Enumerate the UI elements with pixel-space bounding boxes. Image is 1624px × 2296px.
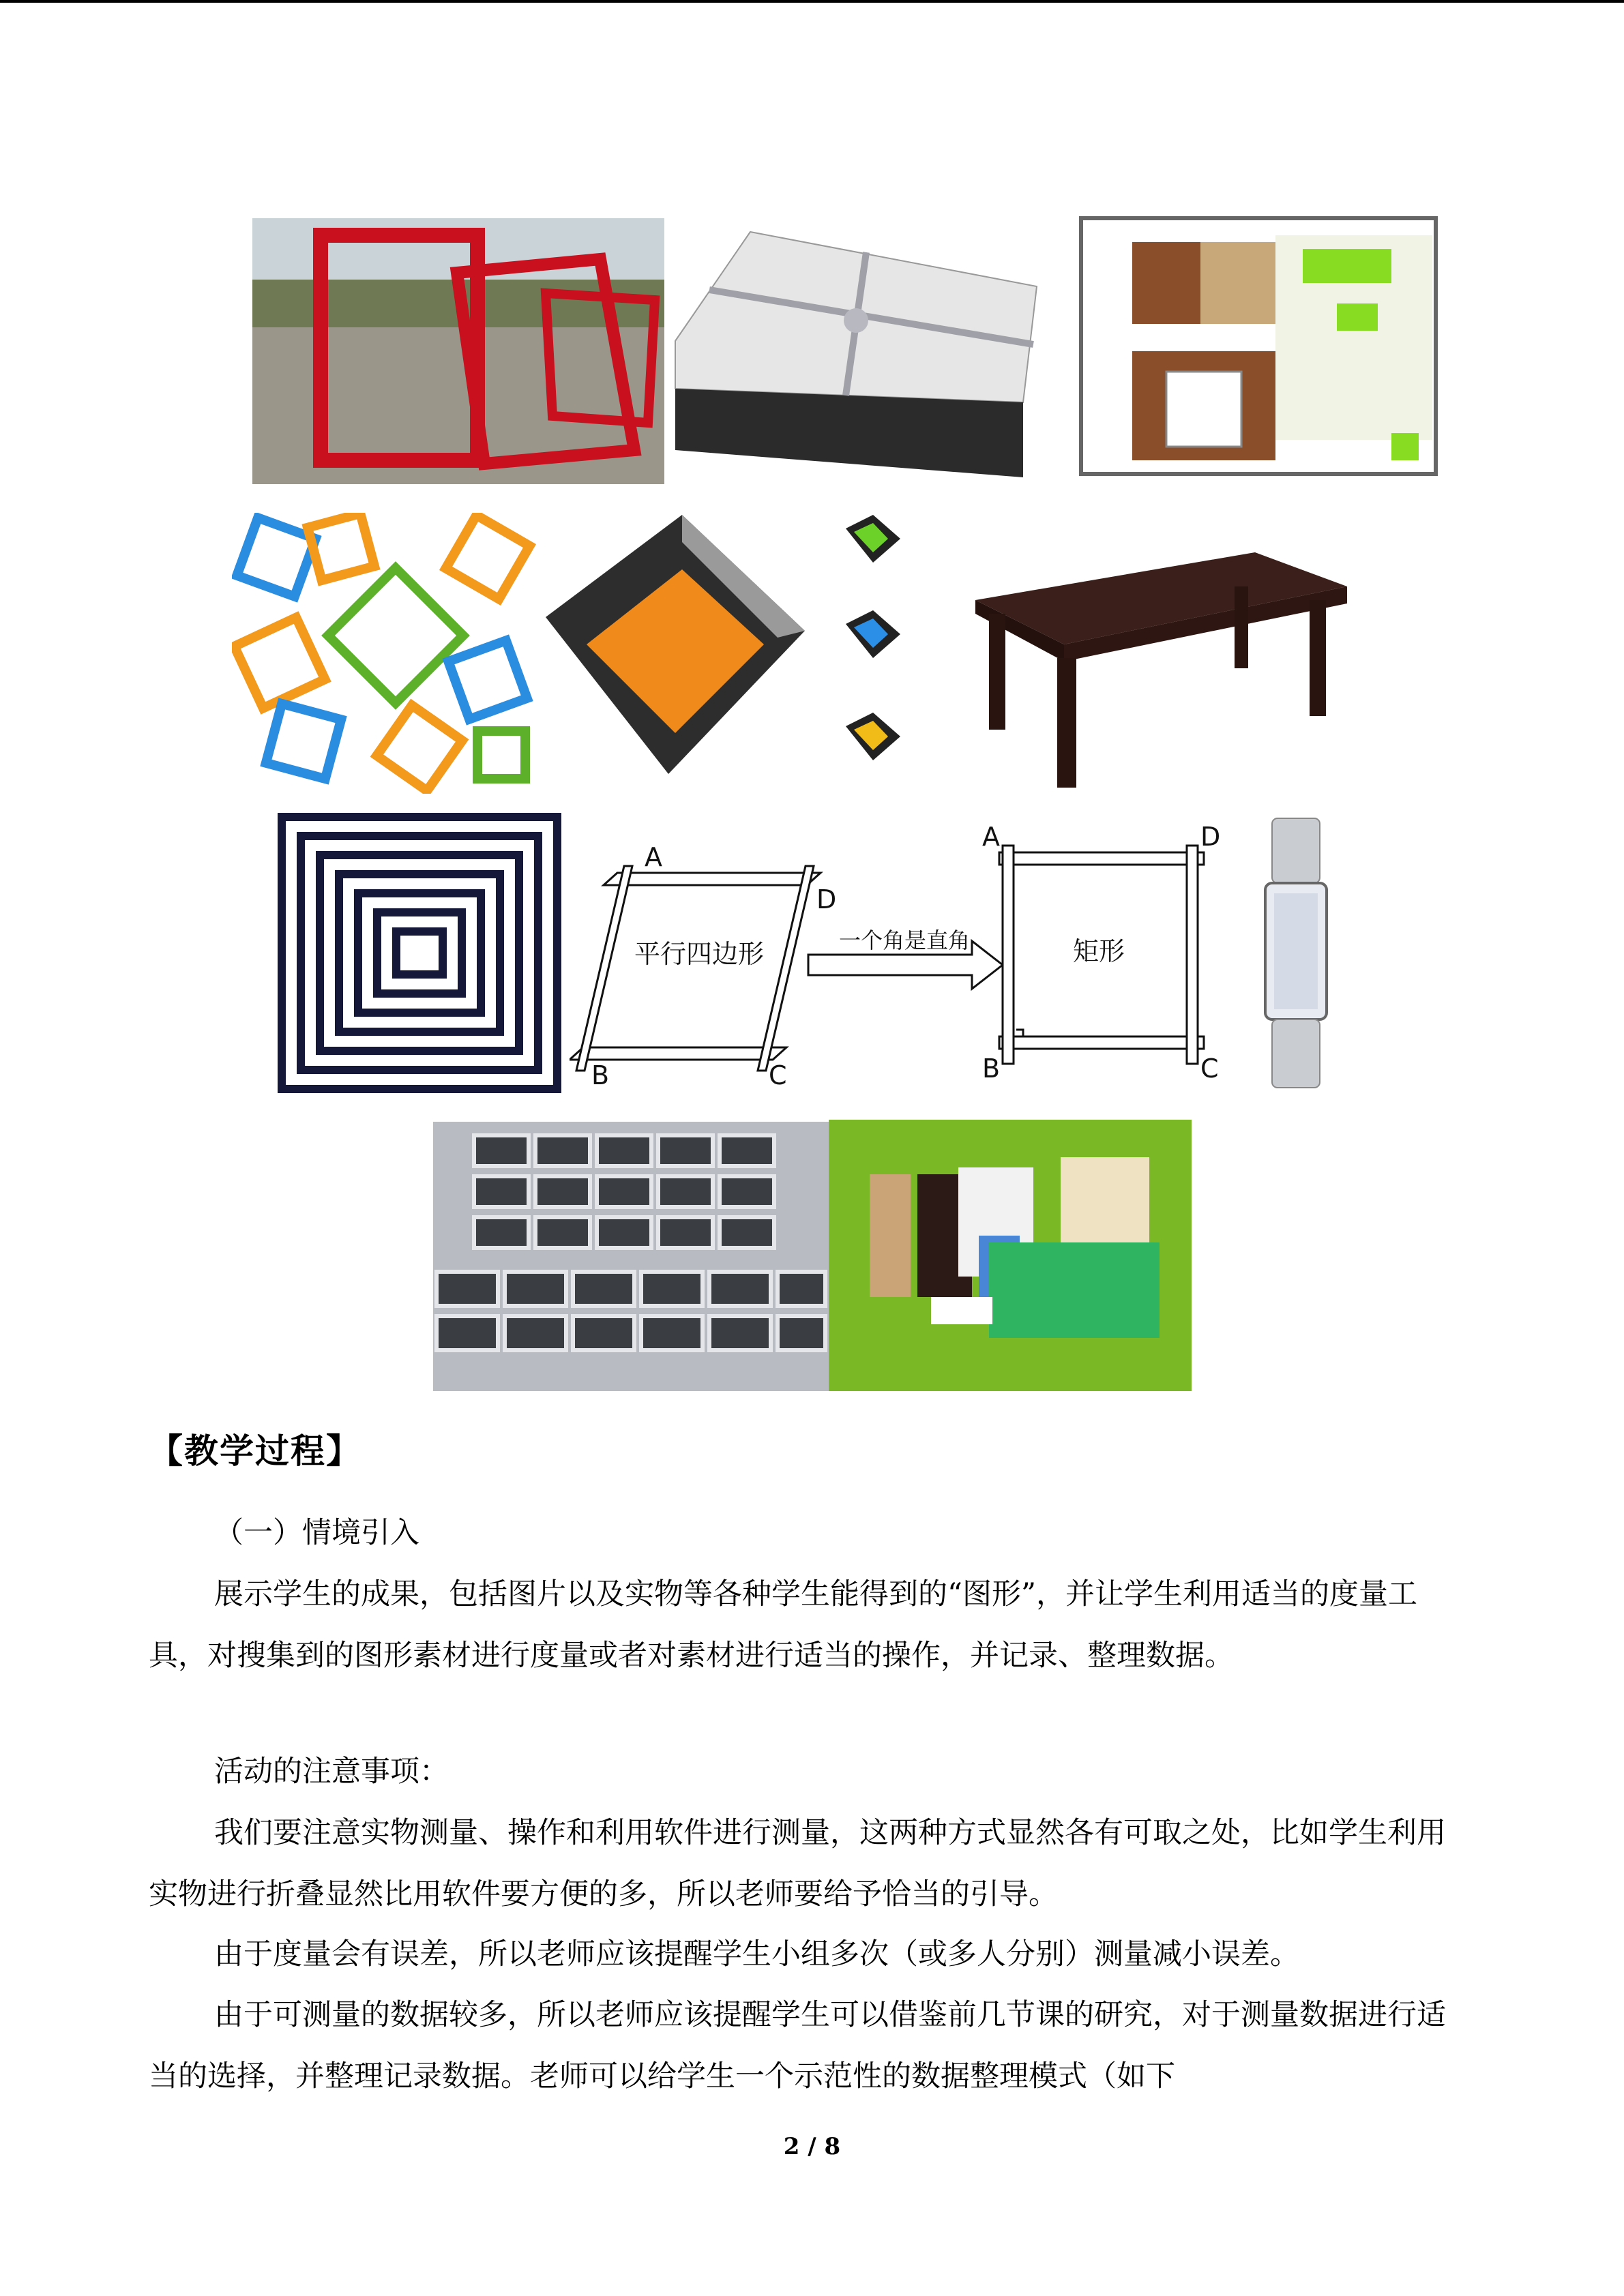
arrow-label: 一个角是直角 bbox=[839, 927, 971, 953]
rectangle-vertex-d: D bbox=[1200, 822, 1221, 852]
paragraph-3: 我们要注意实物测量、操作和利用软件进行测量，这两种方式显然各有可取之处，比如学生利用实物进行折叠显然比用软件要方便的多，所以老师要给予恰当的引导。 bbox=[149, 1816, 1446, 1911]
parallelogram-vertex-d: D bbox=[816, 884, 837, 914]
paragraph-5: 由于可测量的数据较多，所以老师应该提醒学生可以借鉴前几节课的研究，对于测量数据进行适当的选择，并整理记录数据。老师可以给学生一个示范性的数据整理模式（如下 bbox=[149, 1998, 1446, 2093]
photo-collected-objects bbox=[829, 1120, 1192, 1391]
cube-graphics bbox=[546, 508, 934, 794]
top-border-line bbox=[0, 0, 1624, 3]
parallelogram-vertex-b: B bbox=[591, 1060, 610, 1090]
paragraph-1: 展示学生的成果，包括图片以及实物等各种学生能得到的“图形”，并让学生利用适当的度量工具，对搜集到的图形素材进行度量或者对素材进行适当的操作，并记录、整理数据。 bbox=[149, 1577, 1417, 1673]
page-number: 2 / 8 bbox=[783, 2133, 841, 2160]
rectangle-vertex-a: A bbox=[982, 822, 1000, 852]
rectangle-label: 矩形 bbox=[1073, 936, 1125, 966]
parallelogram-vertex-a: A bbox=[645, 842, 662, 872]
parallelogram-vertex-c: C bbox=[769, 1060, 787, 1090]
rectangle-vertex-b: B bbox=[982, 1054, 1001, 1084]
photo-red-frame-sculpture bbox=[252, 218, 664, 484]
paragraph-4: 由于度量会有误差，所以老师应该提醒学生小组多次（或多人分别）测量减小误差。 bbox=[214, 1937, 1299, 1971]
rectangle-vertex-c: C bbox=[1200, 1054, 1219, 1084]
paragraph-2: 活动的注意事项： bbox=[214, 1755, 449, 1789]
subsection-title: （一）情境引入 bbox=[214, 1516, 419, 1550]
floor-plan-image bbox=[1078, 215, 1439, 477]
photo-gift-box bbox=[668, 225, 1040, 484]
pattern-colored-squares bbox=[232, 513, 542, 794]
photo-wristwatch bbox=[1248, 815, 1344, 1091]
photo-table bbox=[969, 546, 1350, 791]
section-heading: 【教学过程】 bbox=[149, 1431, 361, 1471]
maze-square-pattern bbox=[276, 811, 563, 1094]
parallelogram-label: 平行四边形 bbox=[634, 939, 765, 969]
parallelogram-to-rectangle-diagram bbox=[570, 811, 1228, 1098]
photo-steel-tubes bbox=[433, 1122, 829, 1391]
